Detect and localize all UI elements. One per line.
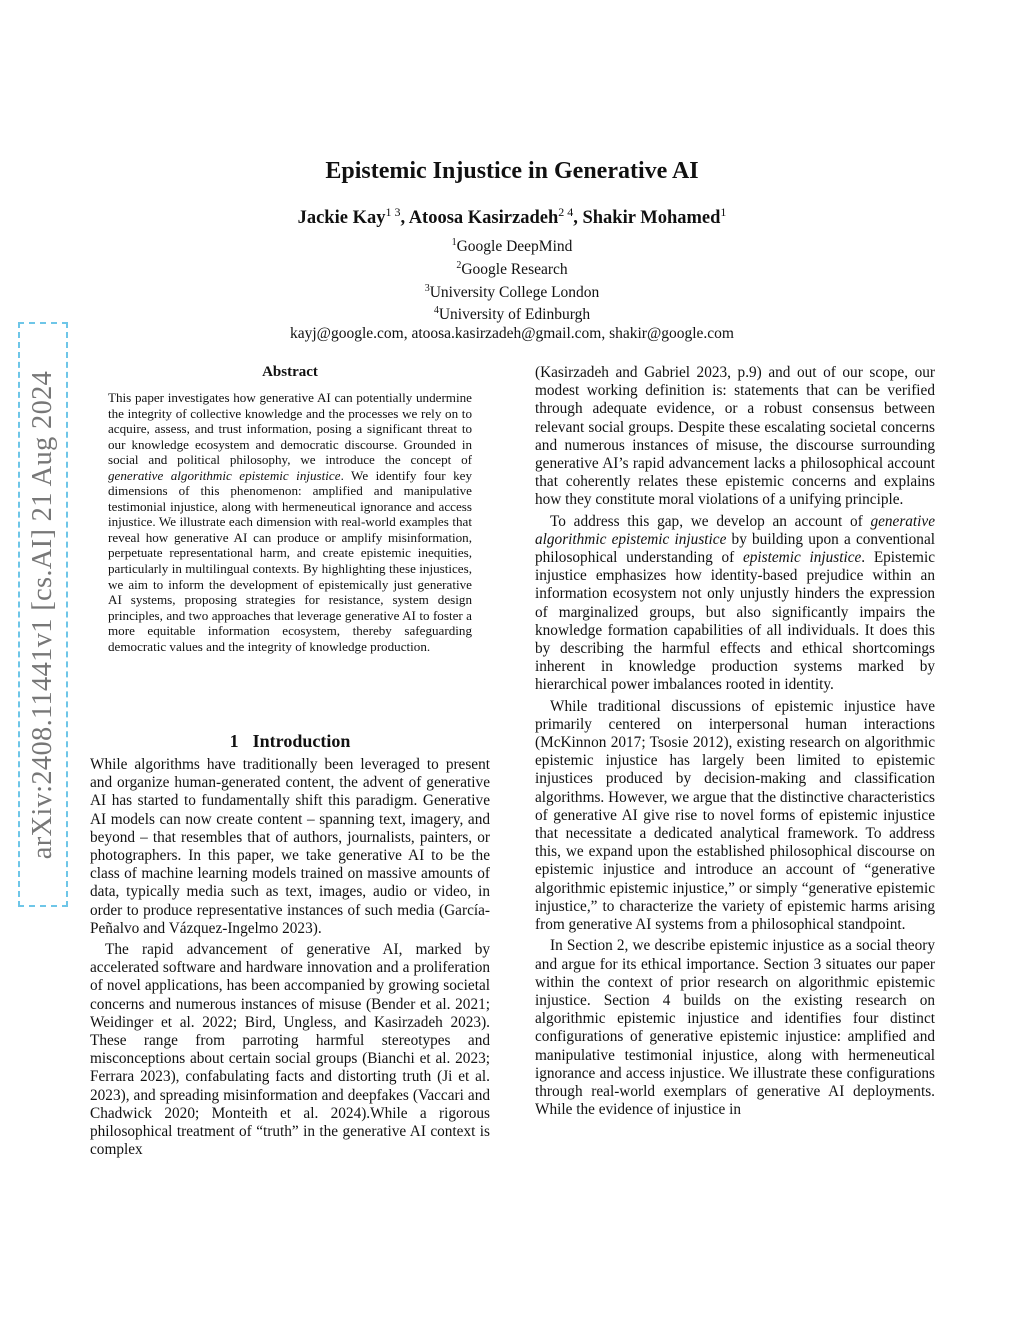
author-affiliation-marker: 1 3 (385, 205, 401, 219)
arxiv-identifier: arXiv:2408.11441v1 [cs.AI] 21 Aug 2024 (27, 370, 58, 859)
affiliation: $^1$Google DeepMind (451, 237, 573, 256)
affiliation-list (0, 234, 1024, 344)
section-heading-introduction (90, 731, 490, 752)
paragraph: The rapid advancement of generative AI, marked by accelerated software and hardware innovation and a proliferation of novel applications, has been accompanied by growing societal concerns and numerous instances of misuse (Bender et al. 2021; Weidinger et al. 2022; Bird, Ungless, and Kasirzadeh 2023). These range from parroting harmful stereotypes and misconceptions about certain social groups (Bianchi et al. 2023; Ferrara 2023), confabulating facts and distorting truth (Ji et al. 2023), and spreading misinformation and deepfakes (Vaccari and Chadwick 2020; Monteith et al. 2024).While a rigorous philosophical treatment of “truth” in the generative AI context is complex (90, 941, 490, 1159)
affiliation: $^3$University College London (424, 282, 600, 301)
paragraph: While algorithms have traditionally been leveraged to present and organize human-generated content, the advent of generative AI has started to fundamentally shift this paradigm. Generative AI models can now create content – spanning text, imagery, and beyond – that resembles that of authors, journalists, painters, or photographers. In this paper, we take generative AI to be the class of machine learning models trained on massive amounts of data, typically media such as text, images, audio or video, in order to produce representative instances of such media (García-Peñalvo and Vázquez-Ingelmo 2023). (90, 756, 490, 937)
author-list (0, 205, 1024, 229)
paragraph: While traditional discussions of epistemic injustice have primarily centered on interpersonal human interactions (McKinnon 2017; Tsosie 2012), existing research on algorithmic epistemic injustice has largely been limited to epistemic injustices produced by decision-making and classification algorithms. However, we argue that the distinctive characteristics of generative AI give rise to novel forms of epistemic injustice that necessitate a dedicated analytical framework. To address this, we expand upon the established philosophical discourse on epistemic injustice and introduce an account of “generative algorithmic epistemic injustice,” or simply “generative epistemic injustice,” to characterize the variety of epistemic harms arising from generative AI systems from a philosophical standpoint. (535, 697, 935, 934)
section-number: 1 (229, 731, 239, 751)
affiliation: $^2$Google Research (456, 259, 568, 278)
right-column-body (535, 364, 935, 1119)
paragraph: In Section 2, we describe epistemic injustice as a social theory and argue for its ethical importance. Section 3 situates our paper within the context of prior research on algorithmic epistemic injustice. Section 4 builds on the existing research on algorithmic epistemic injustice and identifies four distinct configurations of generative epistemic injustice: amplified and manipulative testimonial injustice, along with hermeneutical ignorance and access injustice. We illustrate these configurations through real-world exemplars of generative AI deployments. While the evidence of injustice in (535, 937, 935, 1119)
abstract-text: This paper investigates how generative AI can potentially undermine the integrity of collective knowledge and the processes we rely on to acquire, assess, and trust information, posing a significant threat to our knowledge ecosystem and democratic discourse. Grounded in social and political philosophy, we introduce the concept of generative algorithmic epistemic injustice. We identify four key dimensions of this phenomenon: amplified and manipulative testimonial injustice, along with hermeneutical ignorance and access injustice. We illustrate each dimension with real-world examples that reveal how generative AI can produce or amplify misinformation, perpetuate representational harm, and create epistemic inequities, particularly in multilingual contexts. By highlighting these injustices, we aim to inform the development of epistemically just generative AI systems, proposing strategies for resistance, system design principles, and two approaches that leverage generative AI to foster a more equitable information ecosystem, thereby safeguarding democratic values and the integrity of knowledge production. (108, 390, 473, 654)
author-affiliation-marker: 1 (720, 205, 727, 219)
arxiv-identifier-stamp (18, 322, 68, 907)
affiliation: $^4$University of Edinburgh (433, 305, 591, 324)
left-column-body (90, 756, 490, 1159)
section-title: Introduction (252, 731, 351, 751)
paper-title: Epistemic Injustice in Generative AI (325, 158, 699, 184)
author-emails: kayj@google.com, atoosa.kasirzadeh@gmail.com, shakir@google.com (290, 325, 734, 342)
author-name: , Shakir Mohamed (573, 208, 721, 229)
abstract-heading: Abstract (262, 364, 318, 380)
author-name: Jackie Kay (297, 208, 386, 229)
paragraph: (Kasirzadeh and Gabriel 2023, p.9) and out of our scope, our modest working definition is: statements that can be verified through adequate evidence, or a robust consensus between relevant social groups. Despite these escalating societal concerns and numerous instances of misuse, the discourse surrounding generative AI’s rapid advancement lacks a philosophical account that coherently relates these epistemic concerns and explains how they constitute moral violations of a unifying principle. (535, 364, 935, 509)
author-affiliation-marker: 2 4 (558, 205, 574, 219)
author-name: , Atoosa Kasirzadeh (400, 208, 559, 229)
paragraph: To address this gap, we develop an account of generative algorithmic epistemic injustice by building upon a conventional philosophical understanding of epistemic injustice. Epistemic injustice emphasizes how identity-based prejudice within an information ecosystem not only unjustly hinders the expression of marginalized groups, but also significantly impairs the knowledge formation capabilities of all individuals. It does this by describing the harmful effects and ethical shortcomings inherent in knowledge production systems marked by hierarchical power imbalances rooted in identity. (535, 512, 935, 694)
